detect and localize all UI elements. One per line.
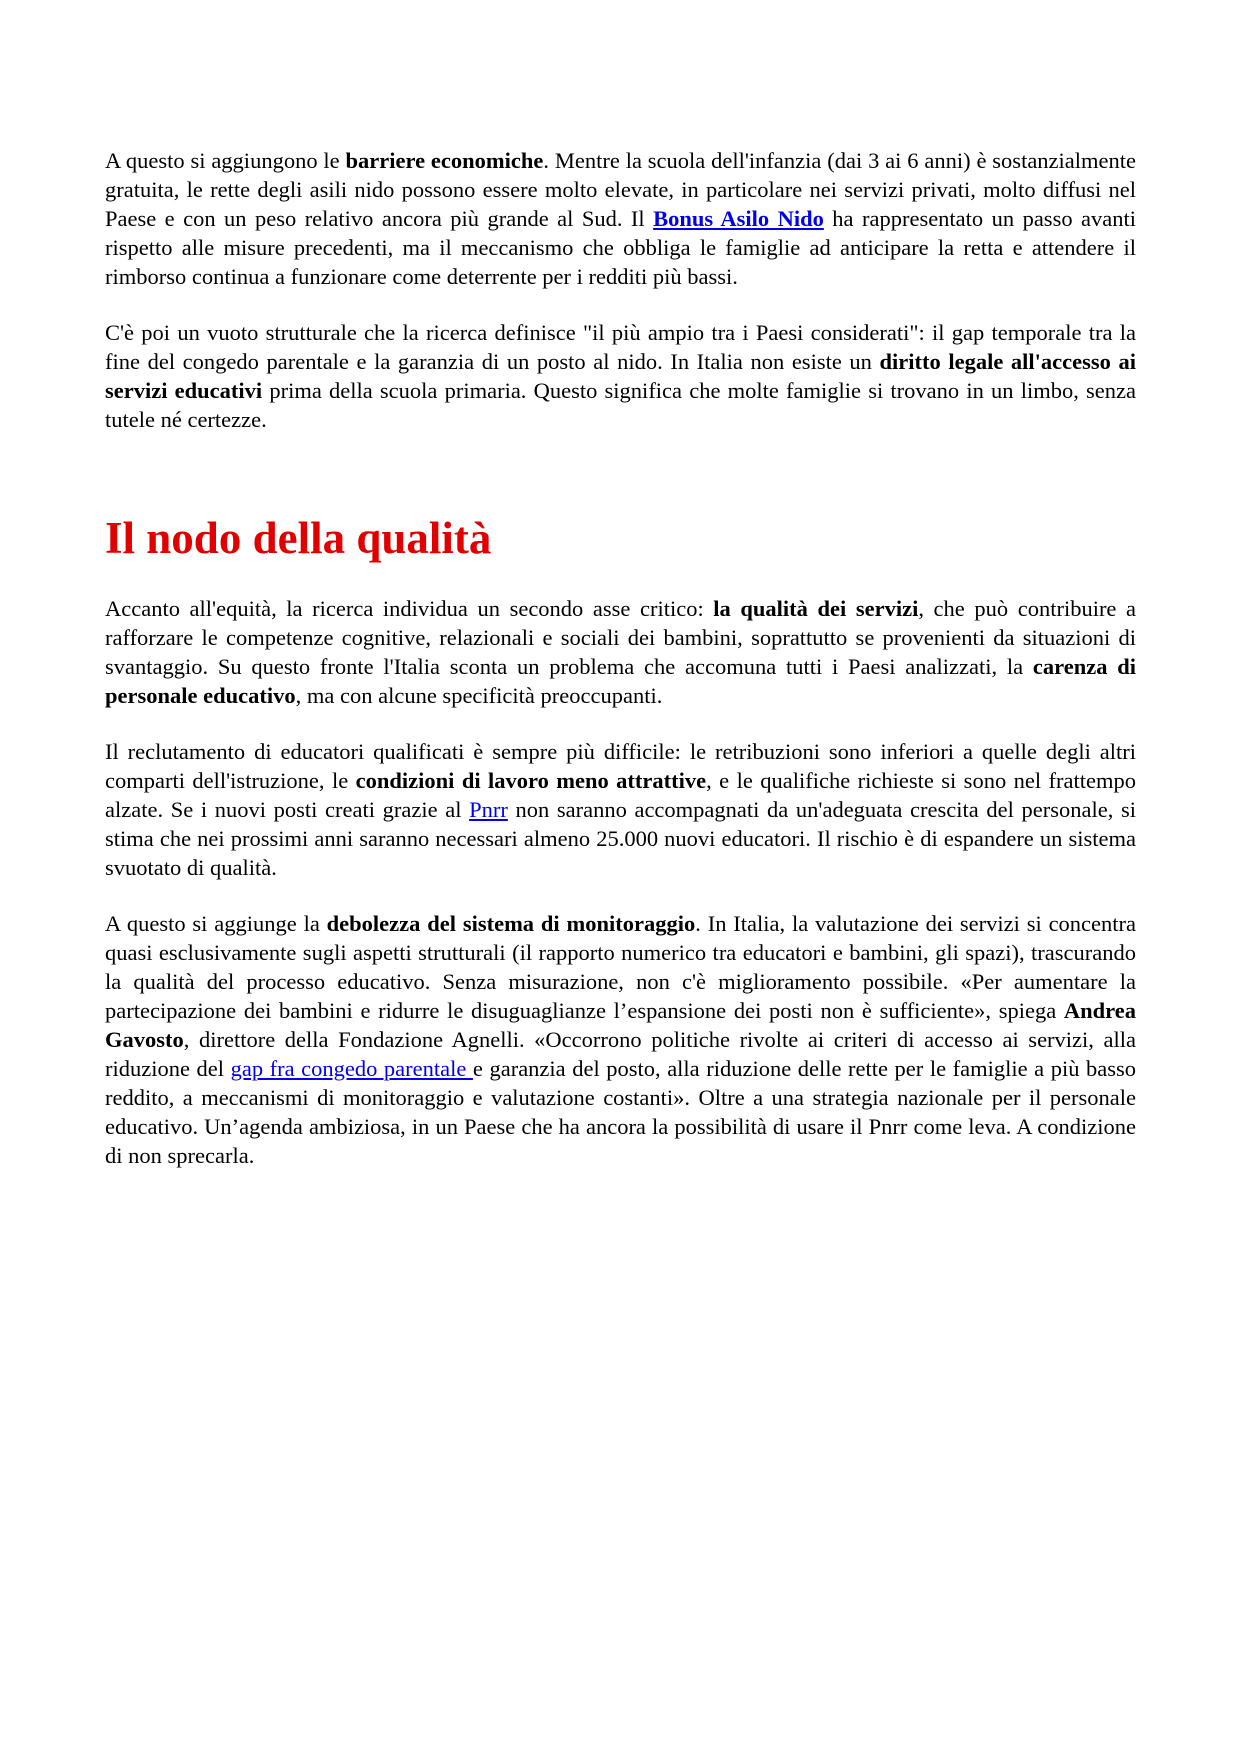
- text-run: , che può contribuire a rafforzare le competenze cognitive, relazionali e sociali dei bambini, soprattutto se provenienti da situazioni di svantaggio. Su questo fronte l'Italia sconta un problema che accomuna tutti i Paesi analizzati, la: [105, 596, 1136, 679]
- text-run: ha rappresentato un passo avanti rispetto alle misure precedenti, ma il meccanismo che obbliga le famiglie ad anticipare la retta e attendere il rimborso continua a funzionare come deterrente per i redditi più bassi.: [105, 206, 1136, 289]
- text-run: , direttore della Fondazione Agnelli. «Occorrono politiche rivolte ai criteri di accesso ai servizi, alla riduzione del: [105, 1027, 1136, 1081]
- link-pnrr[interactable]: Pnrr: [469, 797, 508, 822]
- text-run: . In Italia, la valutazione dei servizi si concentra quasi esclusivamente sugli aspetti strutturali (il rapporto numerico tra educatori e bambini, gli spazi), trascurando la qualità del processo educativo. Senza misurazione, non c'è miglioramento possibile. «Per aumentare la partecipazione dei bambini e ridurre le disuguaglianze l’espansione dei posti non è sufficiente», spiega: [105, 911, 1137, 1023]
- text-run: non saranno accompagnati da un'adeguata crescita del personale, si stima che nei prossimi anni saranno necessari almeno 25.000 nuovi educatori. Il rischio è di espandere un sistema svuotato di qualità.: [105, 797, 1136, 880]
- text-run: barriere economiche: [345, 148, 544, 173]
- text-run: A questo si aggiunge la: [105, 911, 327, 936]
- paragraph: [105, 909, 1136, 1170]
- text-run: prima della scuola primaria. Questo significa che molte famiglie si trovano in un limbo, senza tutele né certezze.: [105, 378, 1136, 432]
- section-quality: [105, 594, 1136, 1170]
- text-run: , ma con alcune specificità preoccupanti.: [295, 683, 663, 708]
- paragraph: [105, 737, 1136, 882]
- text-run: . Mentre la scuola dell'infanzia (dai 3 ai 6 anni) è sostanzialmente gratuita, le rette degli asili nido possono essere molto elevate, in particolare nei servizi privati, molto diffusi nel Paese e con un peso relativo ancora più grande al Sud. Il: [105, 148, 1137, 231]
- text-run: A questo si aggiungono le: [105, 148, 346, 173]
- text-run: Accanto all'equità, la ricerca individua un secondo asse critico:: [105, 596, 714, 621]
- text-run: carenza di personale educativo: [105, 654, 1136, 708]
- link-bonus-asilo-nido[interactable]: Bonus Asilo Nido: [653, 206, 824, 231]
- text-run: , e le qualifiche richieste si sono nel frattempo alzate. Se i nuovi posti creati grazie al: [105, 768, 1136, 822]
- article-body: [105, 146, 1136, 1170]
- section-heading: Il nodo della qualità: [105, 513, 492, 563]
- text-run: condizioni di lavoro meno attrattive: [355, 768, 707, 793]
- text-run: diritto legale all'accesso ai servizi educativi: [105, 349, 1136, 403]
- paragraph: [105, 146, 1136, 291]
- text-run: debolezza del sistema di monitoraggio: [326, 911, 696, 936]
- section-intro: [105, 146, 1136, 434]
- paragraph: [105, 318, 1136, 434]
- text-run: Il reclutamento di educatori qualificati è sempre più difficile: le retribuzioni sono inferiori a quelle degli altri comparti dell'istruzione, le: [105, 739, 1136, 793]
- text-run: la qualità dei servizi: [713, 596, 919, 621]
- text-run: C'è poi un vuoto strutturale che la ricerca definisce "il più ampio tra i Paesi considerati": il gap temporale tra la fine del congedo parentale e la garanzia di un posto al nido. In Italia non esiste un: [105, 320, 1136, 374]
- link-gap-congedo-parentale[interactable]: gap fra congedo parentale: [230, 1056, 473, 1081]
- paragraph: [105, 594, 1136, 710]
- text-run: e garanzia del posto, alla riduzione delle rette per le famiglie a più basso reddito, a meccanismi di monitoraggio e valutazione costanti». Oltre a una strategia nazionale per il personale educativo. Un’agenda ambiziosa, in un Paese che ha ancora la possibilità di usare il Pnrr come leva. A condizione di non sprecarla.: [105, 1056, 1136, 1168]
- text-run: Andrea Gavosto: [105, 998, 1136, 1052]
